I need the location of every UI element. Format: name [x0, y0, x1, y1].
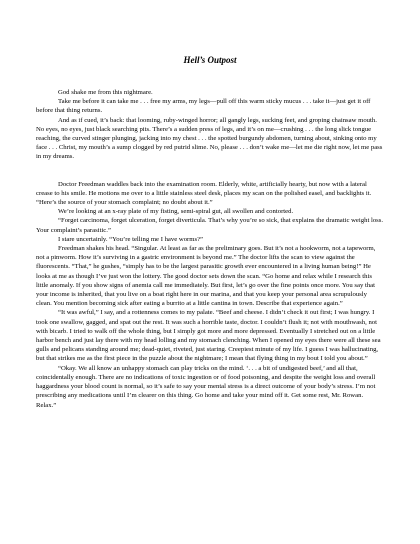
section-break: [36, 162, 384, 180]
paragraph: “Forget carcinoma, forget ulceration, forget diverticula. That’s why you’re so sick, that explains the dramatic weight loss. Your complaint’s parasitic.”: [36, 217, 384, 234]
paragraph: And as if cued, it’s back: that looming, ruby-winged horror; all gangly legs, sucking feet, and groping chainsaw mouth. No eyes, no eyes, just black searching pits. There’s a sudden press of legs, and it’s on me—crushing . . . the long slick tongue reaching, the curved stinger plunging, jacking into my chest . . . the spotted burgundy abdomen, turning about, sinking onto my face . . . Christ, my mouth’s a sump clogged by red putrid slime. No, please . . . don’t wake me—let me die right now, let me pass in my dreams.: [36, 116, 383, 161]
paragraph: Take me before it can take me . . . free my arms, my legs—pull off this warm sticky mucus . . . take it—just get it off before that thing returns.: [36, 98, 371, 115]
dream-section: [36, 88, 384, 162]
paragraph: We’re looking at an x-ray plate of my fisting, semi-spiral gut, all swollen and contorted.: [58, 208, 294, 216]
paragraph: Freedman shakes his head. “Singular. At least as far as the preliminary goes. But it’s not a hookworm, not a tapeworm, not a pinworm. How it’s surviving in a gastric environment is beyond me.” The doctor lifts the scan to view against the fluorescents. “That,” he gushes, “simply has to be the largest parasitic growth ever encountered in a living human being!” He looks at me as though I’ve just won the lottery. The good doctor sets down the scan. “Go home and relax while I research this little anomaly. If you show signs of anemia call me immediately. But first, let’s go over the fine points once more. You say that your income is inherited, that you live on a boat right here in our marina, and that you keep your personal area scrupulously clean. You mention becoming sick after eating a burrito at a little cantina in town. Describe that experience again.”: [36, 245, 376, 308]
clinic-section: [36, 180, 384, 410]
paragraph: Doctor Freedman waddles back into the examination room. Elderly, white, artificially hearty, but now with a lateral crease to his smile. He motions me over to a little stainless steel desk, places my scan on the polished easel, and backlights it. “Here’s the source of your stomach complaint; no doubt about it.”: [36, 180, 372, 207]
page-title: Hell’s Outpost: [183, 55, 237, 65]
paragraph: God shake me from this nightmare.: [58, 89, 153, 96]
paragraph: “Okay. We all know an unhappy stomach can play tricks on the mind. ‘. . . a bit of undigested beef,’ and all that, coincidentally enough. There are no indications of toxic ingestion or of food poisoning, and despite the weight loss and overall haggardness your blood count is normal, so it’s safe to say your mental stress is a direct outcome of your body’s stress. I’m not prescribing any medications until I’m clearer on this thing. Go home and take your mind off it. Get some rest, Mr. Rowan. Relax.”: [36, 364, 376, 409]
paragraph: I stare uncertainly. “You’re telling me I have worms?”: [58, 235, 204, 243]
paragraph: “It was awful,” I say, and a rottenness comes to my palate. “Beef and cheese. I didn’t check it out first; I was hungry. I took one swallow, gagged, and spat out the rest. It was such a horrible taste, doctor. I couldn’t flush it; not with mouthwash, not with bicarb. I tried to walk off the whole thing, but I simply got more and more depressed. Eventually I stretched out on a little harbor bench and just lay there with my head lolling and my stomach clenching. When I opened my eyes there were all these sea gulls and pelicans standing around me; dead-quiet, riveted, just staring. Creepiest minute of my life. I guess I was hallucinating, but that strikes me as the first piece in the puzzle about the nightmare; I mean that flying thing in my bout I told you about.”: [36, 309, 381, 363]
